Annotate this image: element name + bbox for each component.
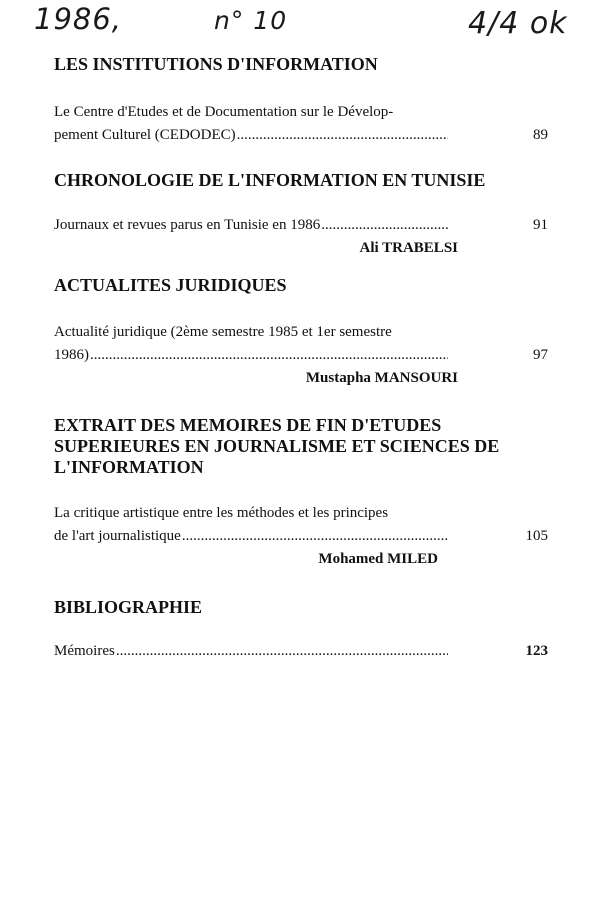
author-name: Mohamed MILED bbox=[318, 551, 438, 567]
entry-text: Journaux et revues parus en Tunisie en 1986 bbox=[54, 217, 321, 233]
toc-entry-cedodec bbox=[54, 101, 548, 147]
handwritten-note: 4/4 ok bbox=[468, 6, 568, 41]
section-heading-bibliographie: BIBLIOGRAPHIE bbox=[54, 597, 203, 617]
entry-line bbox=[54, 101, 548, 124]
page-number: 97 bbox=[533, 347, 548, 363]
entry-line bbox=[54, 124, 548, 147]
toc-entry-memoires bbox=[54, 640, 548, 663]
entry-text: La critique artistique entre les méthodes et les principes bbox=[54, 505, 389, 521]
toc-entry-actualite-juridique bbox=[54, 321, 548, 390]
page-number: 123 bbox=[525, 643, 548, 659]
entry-line bbox=[54, 502, 548, 525]
leader-dots bbox=[320, 214, 508, 237]
entry-text: Le Centre d'Etudes et de Documentation sur le Dévelop- bbox=[54, 104, 394, 120]
entry-text: Actualité juridique (2ème semestre 1985 et 1er semestre bbox=[54, 324, 392, 340]
entry-line bbox=[54, 640, 548, 663]
page-number: 91 bbox=[533, 217, 548, 233]
leader-dots bbox=[181, 525, 508, 548]
page-number: 89 bbox=[533, 127, 548, 143]
entry-text: pement Culturel (CEDODEC) bbox=[54, 127, 236, 143]
entry-text: Mémoires bbox=[54, 643, 115, 659]
entry-line bbox=[54, 525, 548, 548]
heading-line: EXTRAIT DES MEMOIRES DE FIN D'ETUDES bbox=[54, 415, 442, 435]
toc-entry-critique-artistique bbox=[54, 502, 548, 571]
section-heading-institutions: LES INSTITUTIONS D'INFORMATION bbox=[54, 54, 378, 74]
entry-line bbox=[54, 344, 548, 367]
section-heading-extrait bbox=[54, 415, 554, 478]
page-number: 105 bbox=[525, 528, 548, 544]
section-heading-actualites: ACTUALITES JURIDIQUES bbox=[54, 275, 287, 295]
heading-line: L'INFORMATION bbox=[54, 457, 204, 477]
entry-text: 1986) bbox=[54, 347, 89, 363]
entry-text: de l'art journalistique bbox=[54, 528, 181, 544]
entry-line bbox=[54, 214, 548, 237]
author-name: Ali TRABELSI bbox=[359, 240, 458, 256]
section-heading-chronologie: CHRONOLOGIE DE L'INFORMATION EN TUNISIE bbox=[54, 170, 486, 190]
handwritten-year: 1986, bbox=[34, 2, 123, 36]
leader-dots bbox=[236, 124, 508, 147]
heading-line: SUPERIEURES EN JOURNALISME ET SCIENCES DE bbox=[54, 436, 500, 456]
handwritten-issue-number: n° 10 bbox=[214, 6, 288, 35]
entry-line bbox=[54, 321, 548, 344]
leader-dots bbox=[89, 344, 508, 367]
leader-dots bbox=[115, 640, 508, 663]
toc-entry-journaux bbox=[54, 214, 548, 260]
author-name: Mustapha MANSOURI bbox=[305, 370, 458, 386]
